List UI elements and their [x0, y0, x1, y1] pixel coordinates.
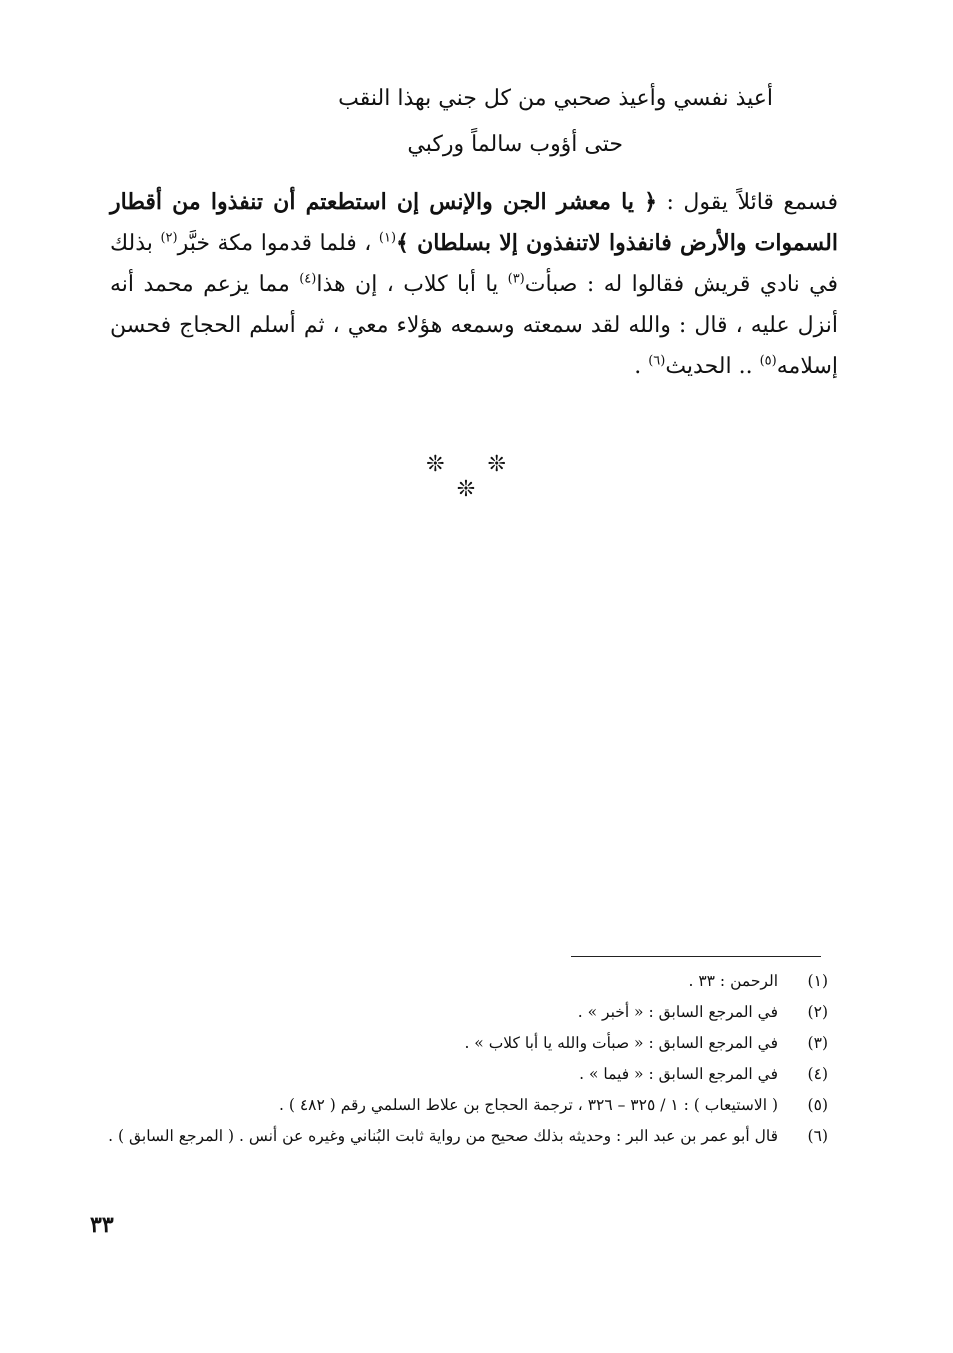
footnote-text: في المرجع السابق : « فيما » .: [579, 1065, 778, 1083]
footnote-text: قال أبو عمر بن عبد البر : وحديثه بذلك صحيح من رواية ثابت البُناني وغيره عن أنس . ( المرجع السابق ) .: [108, 1127, 778, 1145]
section-separator: ❊ ❊ ❊: [426, 452, 524, 502]
footnote-4: [108, 1059, 828, 1090]
footnote-text: ( الاستيعاب ) : ١ / ٣٢٥ – ٣٢٦ ، ترجمة الحجاج بن علاط السلمي رقم ( ٤٨٢ ) .: [278, 1096, 778, 1114]
footnote-number: (٢): [807, 1003, 828, 1021]
footnote-6: [108, 1121, 828, 1151]
body-paragraph: [110, 182, 838, 387]
footnotes-list: [108, 966, 828, 1151]
poem-line-1: أعيذ نفسي وأعيذ صحبي من كل جني بهذا النقب: [338, 86, 773, 111]
footnote-ref-2: (٢): [160, 230, 178, 246]
footnote-text: في المرجع السابق : « أخبر » .: [577, 1003, 778, 1021]
footnote-ref-6: (٦): [648, 353, 666, 369]
footnote-number: (٥): [807, 1096, 828, 1114]
paragraph-text-4: يا أبا كلاب ، إن هذا: [316, 272, 508, 297]
footnote-number: (٦): [807, 1127, 828, 1145]
footnote-ref-3: (٣): [507, 271, 525, 287]
footnote-text: في المرجع السابق : « صبأت والله يا أبا كلاب » .: [464, 1034, 778, 1052]
footnote-1: [108, 966, 828, 997]
paragraph-text-5: مما يزعم محمد أنه أنزل عليه ، قال : والله لقد سمعته وسمعه هؤلاء معي ، ثم أسلم الحجاج فحسن إسلامه: [110, 272, 838, 379]
footnote-number: (٣): [807, 1034, 828, 1052]
paragraph-intro: فسمع قائلاً يقول :: [657, 190, 838, 215]
poem-line-2: حتى أؤوب سالماً وركبي: [407, 132, 623, 157]
footnote-2: [108, 997, 828, 1028]
quran-open-bracket: ﴿: [633, 189, 657, 215]
footnote-ref-5: (٥): [759, 353, 777, 369]
page-number: ٣٣: [90, 1212, 114, 1238]
paragraph-text-2: ، فلما قدموا مكة خبَّر: [177, 231, 379, 256]
paragraph-text-6: .. الحديث: [665, 354, 760, 379]
footnote-text: الرحمن : ٣٣ .: [688, 972, 778, 990]
footnote-divider: [571, 956, 821, 957]
footnote-5: [108, 1090, 828, 1121]
paragraph-text-7: .: [634, 354, 649, 379]
quran-close-bracket: ﴾: [396, 230, 418, 256]
footnote-ref-4: (٤): [299, 271, 317, 287]
paragraph-text-3: بذلك في نادي قريش فقالوا له : صبأت: [110, 231, 838, 297]
footnote-3: [108, 1028, 828, 1059]
footnote-number: (٤): [807, 1065, 828, 1083]
footnote-number: (١): [807, 972, 828, 990]
quran-verse: يا معشر الجن والإنس إن استطعتم أن تنفذوا من أقطار السموات والأرض فانفذوا لاتنفذون إلا بسلطان: [110, 189, 838, 256]
footnote-ref-1: (١): [378, 230, 397, 246]
